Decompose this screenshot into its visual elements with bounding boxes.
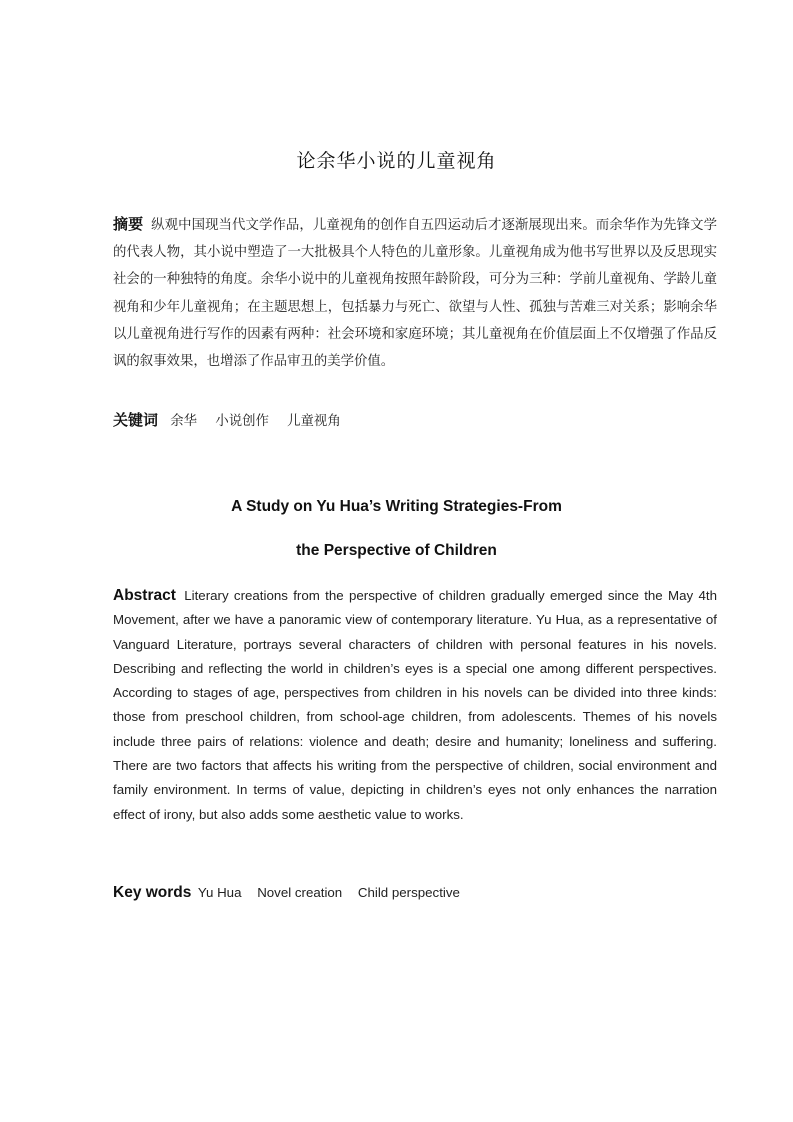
english-abstract-text: Literary creations from the perspective of children gradually emerged since the May 4th Movement, after we have a panoramic view of contemporary literature. Yu Hua, as a representative of Vanguard Literature, portrays several characters of children with personal features in his novels. Describing and reflecting the world in children’s eyes is a special one among different perspectives. According to stages of age, perspectives from children in his novels can be divided into three kinds: those from preschool children, from school-age children, from adolescents. Themes of his novels include three pairs of relations: violence and death; desire and humanity; loneliness and suffering. There are two factors that affects his writing from the perspective of children, social environment and family environment. In terms of value, depicting in children’s eyes not only enhances the narration effect of irony, but also adds some aesthetic value to works. [113,588,717,822]
chinese-keywords-label: 关键词 [113,411,159,429]
chinese-title: 论余华小说的儿童视角 [296,150,497,172]
english-keywords [113,881,717,905]
english-keyword: Yu Hua [197,885,242,900]
english-title-line-2: the Perspective of Children [296,542,497,559]
chinese-keyword: 儿童视角 [287,414,341,429]
english-abstract-label: Abstract [113,587,176,604]
chinese-keyword: 余华 [170,414,198,429]
chinese-abstract [113,211,717,375]
chinese-keywords [113,408,717,434]
english-abstract [113,584,717,827]
chinese-abstract-label: 摘要 [113,215,144,233]
english-keyword: Novel creation [257,885,343,900]
english-title-line-1: A Study on Yu Hua’s Writing Strategies-From [231,498,562,515]
chinese-keyword: 小说创作 [215,414,269,429]
english-keyword: Child perspective [357,885,460,900]
english-keywords-label: Key words [113,884,192,901]
chinese-abstract-text: 纵观中国现当代文学作品，儿童视角的创作自五四运动后才逐渐展现出来。而余华作为先锋文学的代表人物，其小说中塑造了一大批极具个人特色的儿童形象。儿童视角成为他书写世界以及反思现实社会的一种独特的角度。余华小说中的儿童视角按照年龄阶段，可分为三种：学前儿童视角、学龄儿童视角和少年儿童视角；在主题思想上，包括暴力与死亡、欲望与人性、孤独与苦难三对关系；影响余华以儿童视角进行写作的因素有两种：社会环境和家庭环境；其儿童视角在价值层面上不仅增强了作品反讽的叙事效果，也增添了作品审丑的美学价值。 [113,218,717,370]
